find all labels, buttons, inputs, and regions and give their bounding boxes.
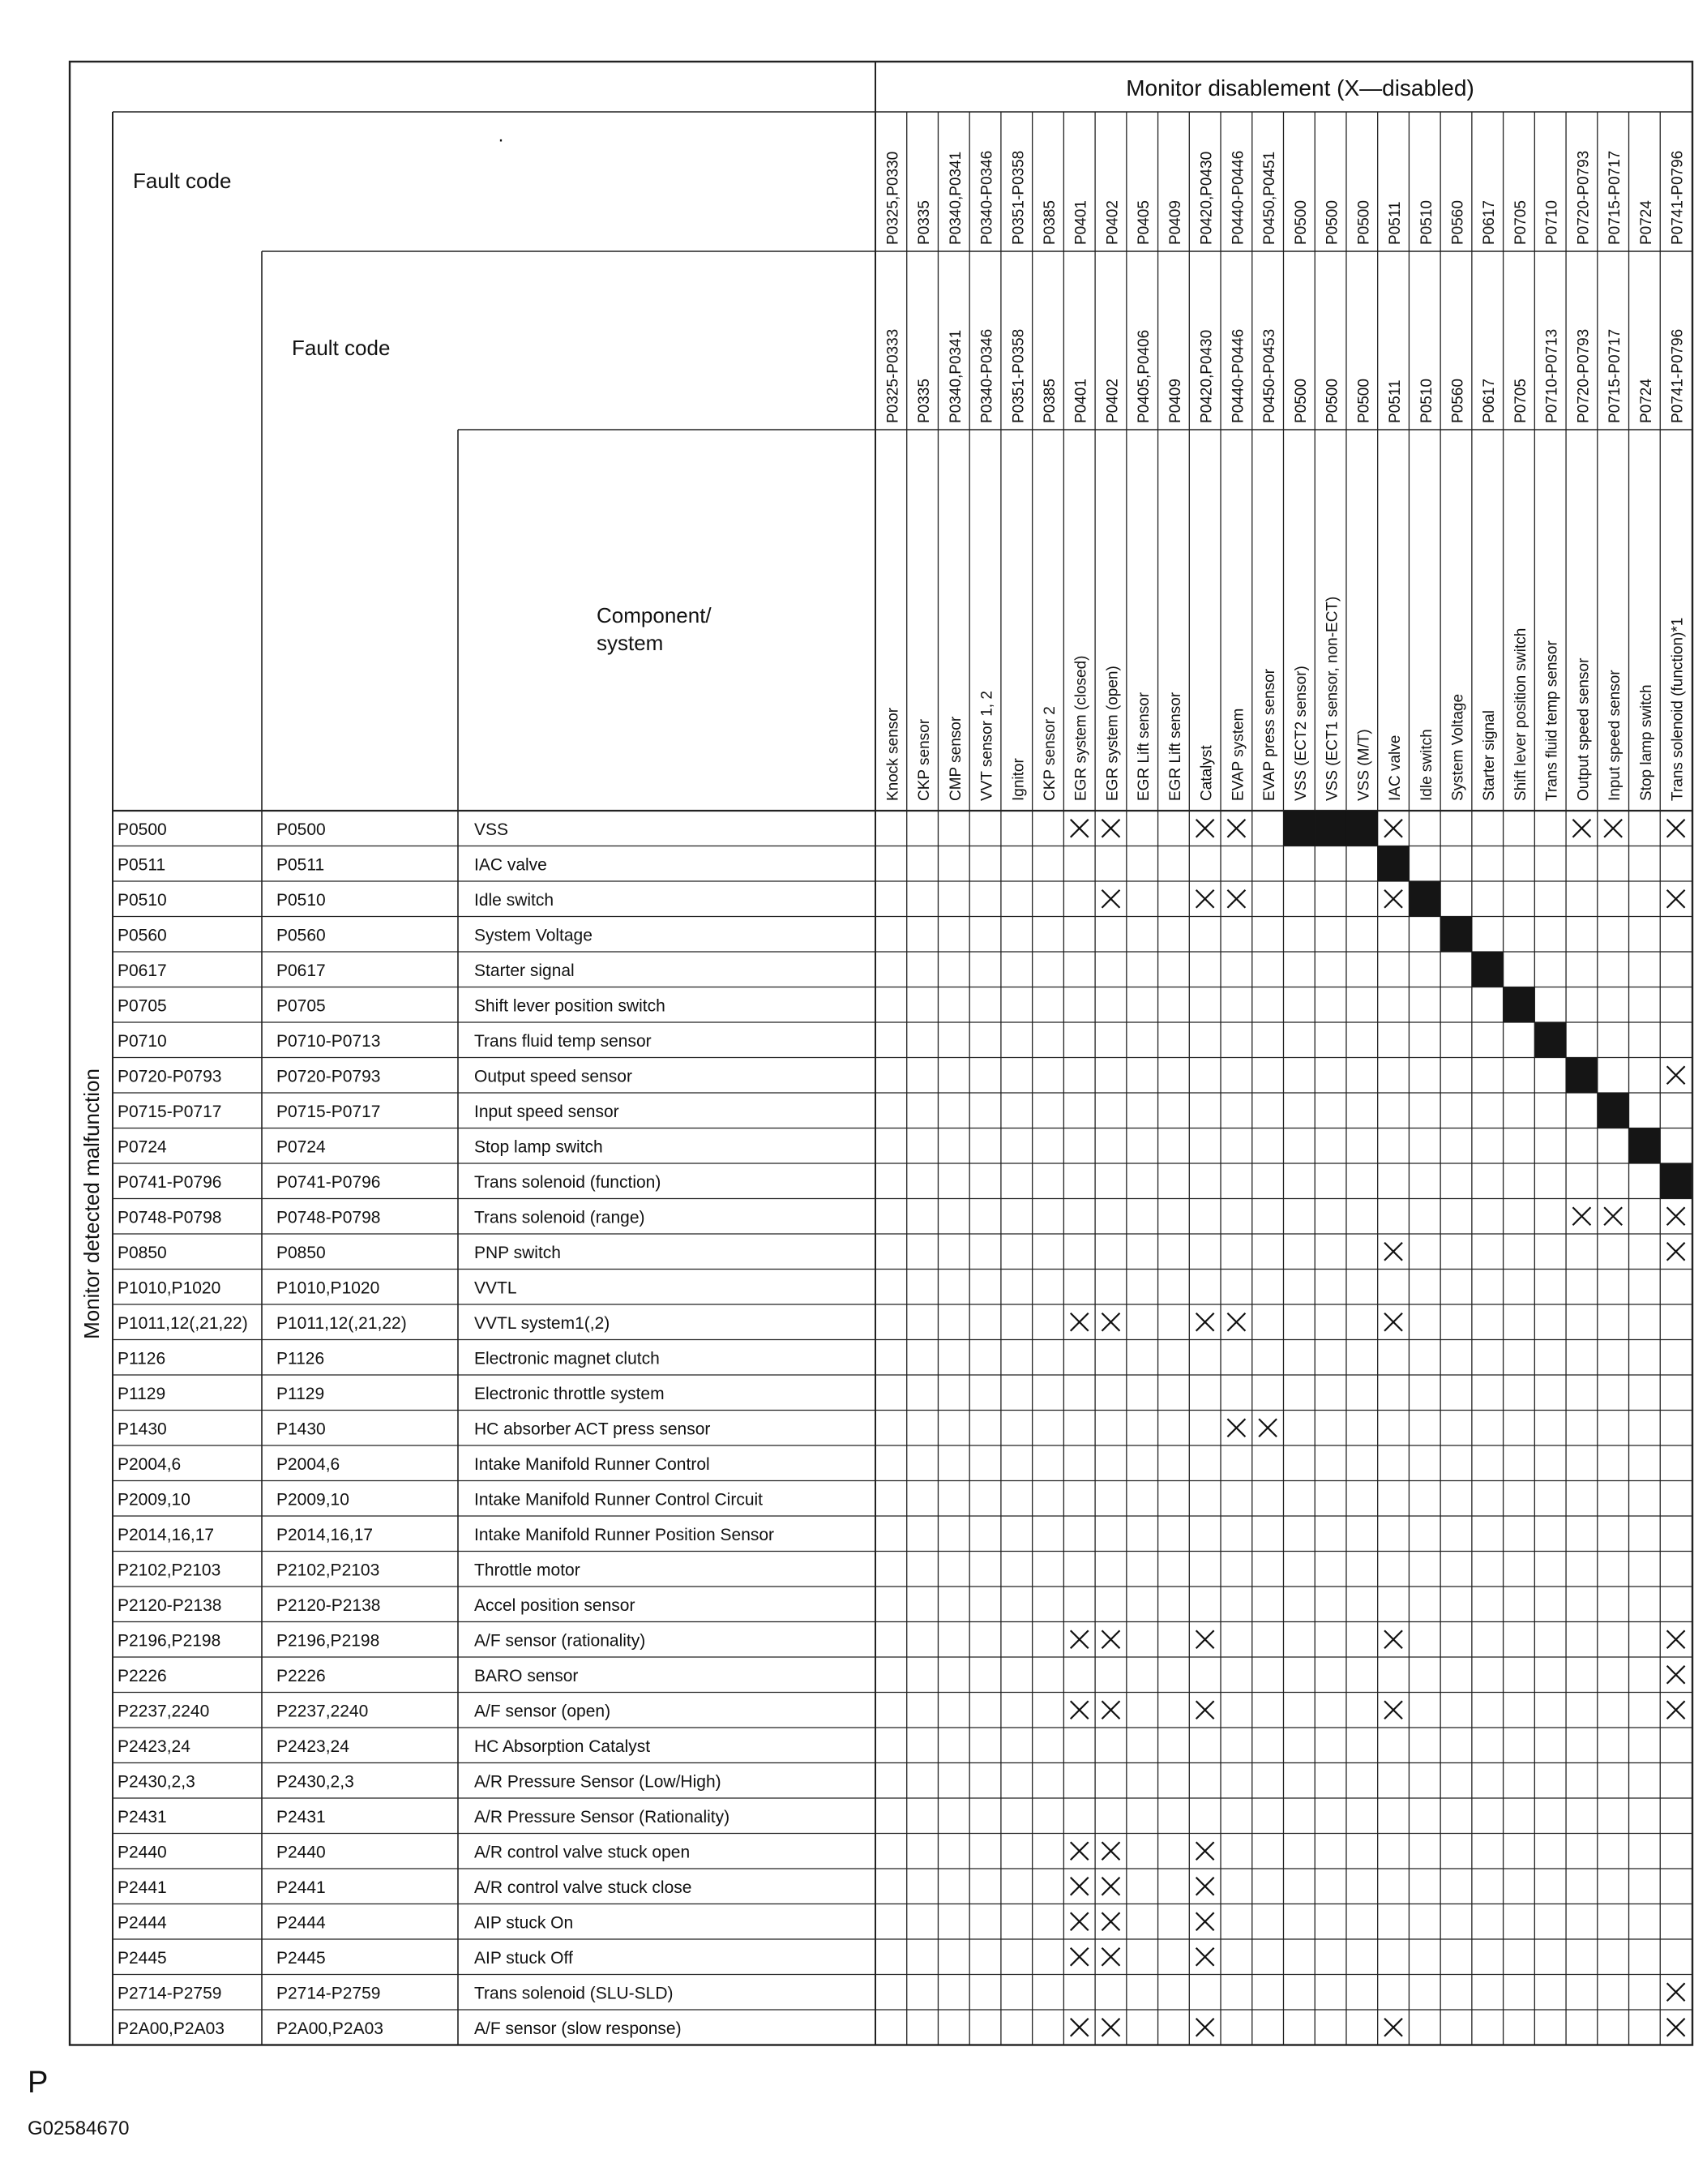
row-code-1: P2444 [118,1913,167,1933]
fault-code-header-2: Fault code [292,336,391,360]
column-code-1: P0385 [1042,200,1059,245]
row-code-1: P0741-P0796 [118,1172,222,1192]
column-code-2: P0560 [1449,379,1467,423]
disabled-x-mark [1102,1313,1119,1331]
disabled-x-mark [1102,1912,1119,1930]
column-name: EGR Lift sensor [1136,692,1153,801]
column-name: Ignitor [1010,758,1028,801]
row-code-2: P2441 [276,1878,326,1897]
column-code-1: P0351-P0358 [1010,150,1028,245]
disabled-cell-black [1283,811,1315,846]
row-name: AIP stuck Off [474,1948,573,1968]
row-name: Accel position sensor [474,1595,635,1615]
column-name: Trans fluid temp sensor [1543,640,1561,801]
disabled-x-mark [1071,1948,1089,1966]
side-label: Monitor detected malfunction [79,1068,104,1339]
column-code-1: P0500 [1324,200,1341,245]
row-code-2: P2440 [276,1843,326,1862]
disabled-x-mark [1227,820,1245,837]
column-code-2: P0440-P0446 [1230,328,1247,423]
row-name: VVTL system1(,2) [474,1313,610,1333]
disabled-x-mark [1071,1630,1089,1648]
row-code-1: P0850 [118,1243,167,1262]
row-code-1: P2009,10 [118,1490,190,1510]
row-code-2: P2714-P2759 [276,1984,381,2003]
row-code-2: P2014,16,17 [276,1525,374,1544]
disabled-x-mark [1227,1313,1245,1331]
disabled-x-mark [1227,1419,1245,1437]
column-name: EGR system (closed) [1072,655,1090,801]
row-code-1: P0720-P0793 [118,1067,222,1086]
column-name: VSS (ECT2 sensor) [1292,666,1310,801]
column-code-2: P0724 [1637,379,1655,423]
column-code-2: P0715-P0717 [1606,328,1624,423]
column-name: Idle switch [1418,729,1435,801]
column-code-2: P0325-P0333 [884,328,902,423]
row-code-2: P2444 [276,1913,326,1933]
column-code-1: P0405 [1136,200,1153,245]
row-code-1: P0511 [118,855,166,875]
row-code-2: P0500 [276,820,326,839]
row-name: Starter signal [474,961,575,980]
disabled-cell-black [1566,1058,1598,1094]
column-name: System Voltage [1449,693,1467,801]
column-code-1: P0409 [1166,200,1184,245]
row-code-1: P0560 [118,926,167,945]
row-code-1: P2A00,P2A03 [118,2019,225,2038]
disabled-x-mark [1384,1313,1402,1331]
row-name: Intake Manifold Runner Position Sensor [474,1525,775,1544]
disabled-x-mark [1384,890,1402,908]
row-code-1: P2445 [118,1948,167,1968]
column-code-1: P0720-P0793 [1575,150,1593,245]
column-name: EVAP press sensor [1261,669,1279,801]
column-code-1: P0340,P0341 [947,151,965,245]
column-code-1: P0401 [1072,200,1090,245]
disabled-x-mark [1667,890,1685,908]
disabled-cell-black [1534,1022,1566,1058]
row-code-2: P0511 [276,855,325,875]
component-header-line-1: Component/ [597,603,712,627]
column-name: Input speed sensor [1606,670,1624,801]
disabled-cell-black [1315,811,1346,846]
fault-code-header-1: Fault code [133,169,232,193]
row-code-2: P2430,2,3 [276,1772,354,1792]
disabled-x-mark [1572,820,1590,837]
row-code-2: P1011,12(,21,22) [276,1313,407,1333]
row-name: Output speed sensor [474,1067,632,1086]
disabled-x-mark [1102,1878,1119,1895]
column-code-1: P0500 [1355,200,1373,245]
disabled-x-mark [1196,1701,1214,1719]
disabled-cell-black [1346,811,1378,846]
row-name: A/F sensor (rationality) [474,1631,646,1651]
row-code-2: P1126 [276,1349,325,1368]
row-code-2: P2226 [276,1666,326,1685]
disabled-x-mark [1071,1878,1089,1895]
row-name: VSS [474,820,509,839]
disabled-x-mark [1667,1207,1685,1225]
row-name: A/R control valve stuck close [474,1878,692,1897]
disabled-x-mark [1667,1243,1685,1261]
column-name: EGR Lift sensor [1166,692,1184,801]
disabled-x-mark [1196,2019,1214,2036]
column-code-1: P0325,P0330 [884,151,902,245]
disabled-x-mark [1071,820,1089,837]
disabled-x-mark [1384,1701,1402,1719]
row-name: Intake Manifold Runner Control [474,1454,710,1474]
column-code-1: P0724 [1637,200,1655,245]
row-code-2: P2196,P2198 [276,1631,380,1651]
disabled-x-mark [1604,1207,1622,1225]
disabled-x-mark [1604,820,1622,837]
disabled-x-mark [1667,1630,1685,1648]
row-name: BARO sensor [474,1666,579,1685]
disabled-x-mark [1227,890,1245,908]
column-code-2: P0340,P0341 [947,329,965,423]
disabled-x-mark [1384,1243,1402,1261]
column-code-2: P0741-P0796 [1669,328,1687,423]
disabled-x-mark [1196,1878,1214,1895]
row-code-1: P1126 [118,1349,166,1368]
row-code-1: P2430,2,3 [118,1772,195,1792]
row-name: Electronic throttle system [474,1384,665,1403]
column-name: Shift lever position switch [1512,627,1529,801]
disabled-x-mark [1102,820,1119,837]
row-code-1: P2714-P2759 [118,1984,222,2003]
column-code-2: P0340-P0346 [978,328,996,423]
disabled-x-mark [1667,820,1685,837]
column-code-2: P0401 [1072,379,1090,423]
column-name: EGR system (open) [1104,666,1122,801]
column-name: Starter signal [1481,710,1499,801]
column-code-1: P0715-P0717 [1606,150,1624,245]
column-code-1: P0511 [1387,201,1405,245]
row-code-2: P0748-P0798 [276,1208,381,1227]
disabled-x-mark [1384,1630,1402,1648]
disabled-cell-black [1598,1093,1629,1128]
column-code-2: P0335 [916,379,934,423]
column-name: EVAP system [1230,708,1247,801]
disabled-x-mark [1071,1313,1089,1331]
row-name: System Voltage [474,926,593,945]
column-code-1: P0510 [1418,200,1435,245]
row-name: IAC valve [474,855,547,875]
row-code-1: P2440 [118,1843,167,1862]
column-code-2: P0420,P0430 [1198,329,1216,423]
column-code-2: P0617 [1481,379,1499,423]
row-code-1: P0510 [118,890,167,910]
row-code-2: P1129 [276,1384,325,1403]
table-cells [118,151,1692,2038]
row-name: HC absorber ACT press sensor [474,1420,711,1439]
column-code-1: P0340-P0346 [978,150,996,245]
disabled-x-mark [1667,1066,1685,1084]
column-name: Output speed sensor [1575,657,1593,801]
column-code-2: P0500 [1324,379,1341,423]
row-code-1: P2196,P2198 [118,1631,221,1651]
row-name: PNP switch [474,1243,561,1262]
disabled-x-mark [1196,890,1214,908]
row-code-1: P1129 [118,1384,166,1403]
disabled-x-mark [1196,1912,1214,1930]
row-name: Trans fluid temp sensor [474,1031,652,1051]
row-code-1: P2226 [118,1666,167,1685]
row-name: Trans solenoid (range) [474,1208,645,1227]
column-code-2: P0720-P0793 [1575,328,1593,423]
row-code-1: P0705 [118,996,167,1016]
column-code-1: P0710 [1543,200,1561,245]
disabled-x-mark [1102,2019,1119,2036]
disabled-x-mark [1384,2019,1402,2036]
column-code-2: P0510 [1418,379,1435,423]
row-code-1: P0724 [118,1137,167,1157]
row-code-1: P2102,P2103 [118,1561,221,1580]
column-name: CMP sensor [947,716,965,801]
row-name: A/R control valve stuck open [474,1843,691,1862]
row-name: Idle switch [474,890,554,910]
disabled-cell-black [1660,1163,1692,1199]
column-name: Stop lamp switch [1637,684,1655,801]
row-name: A/F sensor (open) [474,1702,611,1721]
row-name: A/F sensor (slow response) [474,2019,682,2038]
disabled-x-mark [1667,2019,1685,2036]
column-name: CKP sensor 2 [1042,706,1059,801]
row-code-2: P0560 [276,926,326,945]
row-code-2: P2120-P2138 [276,1595,381,1615]
disabled-x-mark [1384,820,1402,837]
column-code-1: P0440-P0446 [1230,150,1247,245]
row-code-1: P0748-P0798 [118,1208,222,1227]
disabled-x-mark [1102,1948,1119,1966]
row-code-2: P1430 [276,1420,326,1439]
disabled-x-mark [1667,1701,1685,1719]
disabled-x-mark [1196,820,1214,837]
row-code-2: P2423,24 [276,1736,349,1756]
column-name: VVT sensor 1, 2 [978,691,996,801]
row-code-2: P1010,P1020 [276,1278,380,1298]
disabled-x-mark [1071,1701,1089,1719]
row-code-2: P0850 [276,1243,326,1262]
disabled-x-mark [1196,1313,1214,1331]
column-code-2: P0500 [1355,379,1373,423]
column-code-1: P0420,P0430 [1198,151,1216,245]
disabled-cell-black [1409,881,1440,917]
row-code-2: P2009,10 [276,1490,349,1510]
row-name: Throttle motor [474,1561,580,1580]
row-code-1: P0715-P0717 [118,1102,222,1121]
column-code-2: P0402 [1104,379,1122,423]
row-name: Intake Manifold Runner Control Circuit [474,1490,763,1510]
row-code-1: P2120-P2138 [118,1595,222,1615]
row-name: VVTL [474,1278,517,1298]
disabled-x-mark [1071,1912,1089,1930]
column-code-2: P0351-P0358 [1010,328,1028,423]
column-code-1: P0617 [1481,200,1499,245]
disabled-x-mark [1102,1701,1119,1719]
row-name: Stop lamp switch [474,1137,603,1157]
row-code-2: P0724 [276,1137,326,1157]
row-code-2: P0510 [276,890,326,910]
row-name: Trans solenoid (function) [474,1172,661,1192]
row-code-1: P1430 [118,1420,167,1439]
component-header-line-2: system [597,631,664,655]
column-code-2: P0710-P0713 [1543,328,1561,423]
row-code-2: P0617 [276,961,326,980]
row-name: Shift lever position switch [474,996,665,1016]
disabled-x-mark [1102,890,1119,908]
row-code-2: P2102,P2103 [276,1561,380,1580]
column-code-1: P0402 [1104,200,1122,245]
row-code-1: P1010,P1020 [118,1278,221,1298]
disabled-x-mark [1196,1842,1214,1860]
row-code-1: P0710 [118,1031,167,1051]
row-code-2: P2445 [276,1948,326,1968]
disabled-cell-black [1629,1128,1661,1164]
disabled-x-mark [1667,1666,1685,1684]
column-name: IAC valve [1387,734,1405,801]
figure-code: G02584670 [28,2118,130,2139]
column-name: VSS (M/T) [1355,729,1373,801]
disabled-x-mark [1196,1630,1214,1648]
column-code-1: P0500 [1292,200,1310,245]
row-name: HC Absorption Catalyst [474,1736,651,1756]
row-code-1: P2014,16,17 [118,1525,215,1544]
row-code-1: P2431 [118,1807,167,1826]
disabled-cell-black [1472,952,1504,987]
column-code-2: P0385 [1042,379,1059,423]
row-code-1: P2237,2240 [118,1702,210,1721]
column-name: CKP sensor [916,718,934,801]
row-code-2: P0720-P0793 [276,1067,381,1086]
row-code-2: P0741-P0796 [276,1172,381,1192]
row-name: Input speed sensor [474,1102,619,1121]
row-code-2: P0710-P0713 [276,1031,381,1051]
row-code-2: P0705 [276,996,326,1016]
column-code-1: P0741-P0796 [1669,150,1687,245]
column-code-2: P0450-P0453 [1261,328,1279,423]
row-name: Trans solenoid (SLU-SLD) [474,1984,674,2003]
disabled-cell-black [1504,987,1535,1023]
column-code-1: P0450,P0451 [1261,151,1279,245]
row-code-2: P2004,6 [276,1454,340,1474]
header-mark: · [498,129,504,151]
row-name: A/R Pressure Sensor (Low/High) [474,1772,721,1792]
column-code-2: P0705 [1512,379,1529,423]
column-code-2: P0500 [1292,379,1310,423]
row-name: Electronic magnet clutch [474,1349,660,1368]
column-code-1: P0335 [916,200,934,245]
disabled-cell-black [1378,846,1410,882]
column-name: VSS (ECT1 sensor, non-ECT) [1324,596,1341,801]
disabled-x-mark [1102,1842,1119,1860]
row-code-2: P2237,2240 [276,1702,369,1721]
column-name: Catalyst [1198,745,1216,801]
row-name: AIP stuck On [474,1913,574,1933]
table-title: Monitor disablement (X—disabled) [1126,75,1474,101]
component-header [597,603,717,655]
disabled-x-mark [1667,1983,1685,2001]
row-code-2: P0715-P0717 [276,1102,381,1121]
row-name: A/R Pressure Sensor (Rationality) [474,1807,730,1826]
column-name: Knock sensor [884,707,902,801]
row-code-2: P2A00,P2A03 [276,2019,383,2038]
row-code-1: P2423,24 [118,1736,190,1756]
disabled-x-mark [1572,1207,1590,1225]
column-code-2: P0405,P0406 [1136,329,1153,423]
row-code-1: P0617 [118,961,167,980]
row-code-1: P0500 [118,820,167,839]
disabled-x-mark [1071,2019,1089,2036]
column-code-2: P0511 [1387,379,1405,423]
disabled-x-mark [1071,1842,1089,1860]
column-code-1: P0560 [1449,200,1467,245]
page-letter: P [28,2066,49,2100]
column-name: Trans solenoid (function)*1 [1669,617,1687,801]
row-code-1: P1011,12(,21,22) [118,1313,248,1333]
row-code-2: P2431 [276,1807,326,1826]
disabled-cell-black [1440,917,1472,953]
column-code-2: P0409 [1166,379,1184,423]
column-code-1: P0705 [1512,200,1529,245]
row-code-1: P2004,6 [118,1454,182,1474]
row-code-1: P2441 [118,1878,167,1897]
disabled-x-mark [1259,1419,1277,1437]
disabled-x-mark [1196,1948,1214,1966]
disabled-x-mark [1102,1630,1119,1648]
